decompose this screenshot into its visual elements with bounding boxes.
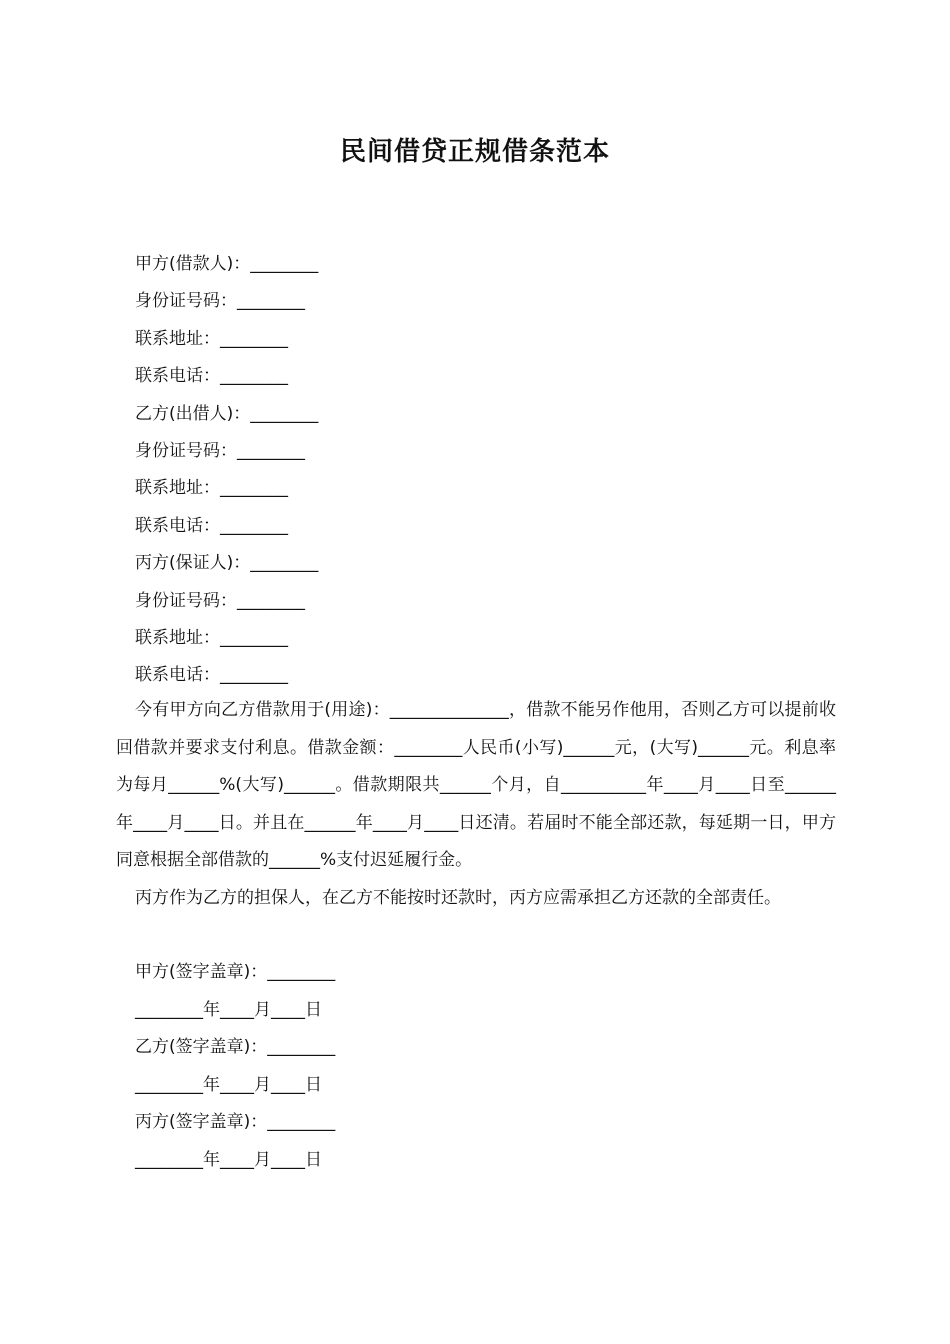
guarantor-phone-line: 联系电话：________: [135, 665, 288, 686]
guarantor-signature-line: 丙方(签字盖章)：________: [135, 1112, 336, 1133]
lender-phone-line: 联系电话：________: [135, 515, 288, 536]
loan-terms-section: [116, 692, 836, 918]
lender-date-line: ________年____月____日: [135, 1074, 322, 1095]
borrower-name-line: 甲方(借款人)：________: [135, 254, 319, 274]
guarantor-address-line: 联系地址：________: [135, 627, 288, 648]
lender-address-line: 联系地址：________: [135, 478, 288, 499]
document-title: 民间借贷正规借条范本: [339, 137, 610, 167]
guarantee-paragraph: 丙方作为乙方的担保人，在乙方不能按时还款时，丙方应需承担乙方还款的全部责任。: [135, 887, 781, 908]
borrower-address-line: 联系地址：________: [135, 328, 288, 349]
borrower-phone-line: 联系电话：________: [135, 366, 288, 387]
borrower-id-line: 身份证号码：________: [135, 291, 305, 312]
guarantor-name-line: 丙方(保证人)：________: [135, 553, 319, 574]
lender-signature-line: 乙方(签字盖章)：________: [135, 1037, 336, 1058]
signature-section: [135, 954, 835, 1180]
lender-id-line: 身份证号码：________: [135, 440, 305, 461]
borrower-date-line: ________年____月____日: [135, 999, 322, 1020]
lender-name-line: 乙方(出借人)：________: [135, 403, 319, 424]
guarantor-date-line: ________年____月____日: [135, 1149, 322, 1170]
party-info-section: [135, 246, 835, 695]
borrower-signature-line: 甲方(签字盖章)：________: [135, 962, 336, 982]
loan-terms-paragraph: 今有甲方向乙方借款用于(用途)：______________，借款不能另作他用，否则乙方可以提前收回借款并要求支付利息。借款金额：________人民币(小写)______元，(大写)______元。利息率为每月______%(大写)______。借款期限共______个月，自__________年____月____日至______年____月____日。并且在______年____月____日还清。若届时不能全部还款，每延期一日，甲方同意根据全部借款的______%支付迟延履行金。: [116, 700, 836, 871]
guarantor-id-line: 身份证号码：________: [135, 590, 305, 611]
